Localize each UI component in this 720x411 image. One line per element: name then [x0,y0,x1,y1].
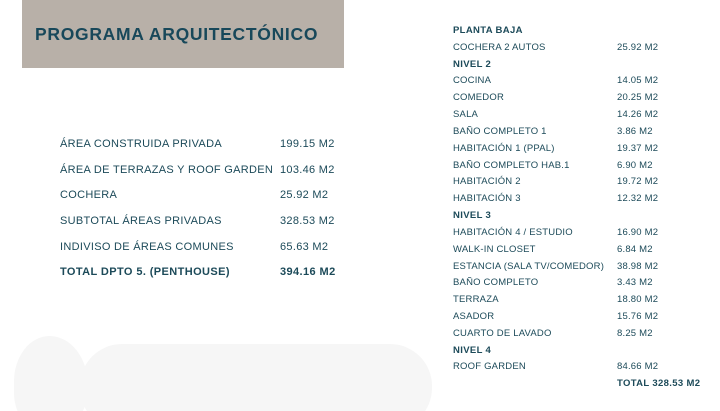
summary-row [60,157,400,183]
summary-row-label: TOTAL DPTO 5. (PENTHOUSE) [60,266,230,279]
detail-row-value: 14.26 M2 [617,109,659,121]
detail-row-label: ESTANCIA (SALA TV/COMEDOR) [453,260,605,272]
summary-table [60,131,400,285]
detail-row-item [453,39,715,56]
detail-row-value: 84.66 M2 [617,361,659,373]
watermark-blob-wide [80,344,432,411]
page-title: PROGRAMA ARQUITECTÓNICO [35,23,319,44]
summary-row [60,259,400,285]
summary-row-label: INDIVISO DE ÁREAS COMUNES [60,240,234,253]
detail-row-item [453,241,715,258]
summary-row-value: 25.92 M2 [280,189,329,202]
summary-row-value: 394.16 M2 [280,266,336,279]
detail-row-header [453,56,715,73]
detail-row-label: BAÑO COMPLETO HAB.1 [453,159,570,171]
detail-row-label: COCINA [453,75,492,87]
detail-row-label: HABITACIÓN 1 (PPAL) [453,142,555,154]
detail-row-label: ASADOR [453,310,495,322]
summary-row [60,182,400,208]
detail-row-item [453,359,715,376]
detail-section-header: NIVEL 2 [453,58,492,70]
detail-row-value: 25.92 M2 [617,41,659,53]
summary-row-label: ÁREA DE TERRAZAS Y ROOF GARDEN [60,163,274,176]
detail-row-value: 6.90 M2 [617,159,653,171]
summary-row-value: 103.46 M2 [280,163,335,176]
detail-row-item [453,173,715,190]
detail-row-value: 14.05 M2 [617,75,659,87]
detail-row-total [453,375,715,392]
detail-row-value: 12.32 M2 [617,193,659,205]
detail-row-item [453,140,715,157]
detail-section-header: NIVEL 3 [453,210,492,222]
detail-row-value: 8.25 M2 [617,327,653,339]
detail-row-label: TERRAZA [453,294,499,306]
detail-row-item [453,224,715,241]
detail-section-header: PLANTA BAJA [453,24,523,36]
detail-row-value: 38.98 M2 [617,260,659,272]
detail-row-value: 20.25 M2 [617,92,659,104]
detail-row-value: 6.84 M2 [617,243,653,255]
detail-row-label: COCHERA 2 AUTOS [453,41,546,53]
detail-row-value: 19.37 M2 [617,142,659,154]
summary-row-value: 328.53 M2 [280,214,335,227]
summary-row [60,208,400,234]
detail-row-label: BAÑO COMPLETO 1 [453,125,547,137]
detail-row-item [453,274,715,291]
detail-row-label: ROOF GARDEN [453,361,526,373]
detail-row-label: COMEDOR [453,92,505,104]
detail-row-label: WALK-IN CLOSET [453,243,536,255]
detail-row-value: 3.43 M2 [617,277,653,289]
detail-row-value: 19.72 M2 [617,176,659,188]
detail-row-item [453,291,715,308]
summary-row-label: SUBTOTAL ÁREAS PRIVADAS [60,214,222,227]
detail-row-label: HABITACIÓN 2 [453,176,521,188]
detail-row-item [453,123,715,140]
detail-row-value: 16.90 M2 [617,226,659,238]
detail-row-item [453,106,715,123]
detail-row-label: HABITACIÓN 3 [453,193,521,205]
summary-row [60,131,400,157]
detail-row-item [453,157,715,174]
summary-row-value: 65.63 M2 [280,240,329,253]
watermark-blob-left [14,336,88,411]
detail-row-header [453,342,715,359]
detail-row-value: 15.76 M2 [617,310,659,322]
detail-table [453,22,715,392]
detail-row-value: 3.86 M2 [617,125,653,137]
summary-row-label: ÁREA CONSTRUIDA PRIVADA [60,137,222,150]
detail-row-value: 18.80 M2 [617,294,659,306]
detail-row-header [453,22,715,39]
detail-row-item [453,258,715,275]
detail-row-item [453,325,715,342]
detail-section-header: NIVEL 4 [453,344,492,356]
detail-row-item [453,190,715,207]
title-banner [22,0,344,68]
detail-row-header [453,207,715,224]
detail-row-label: HABITACIÓN 4 / ESTUDIO [453,226,573,238]
detail-row-label: BAÑO COMPLETO [453,277,539,289]
detail-row-label: CUARTO DE LAVADO [453,327,552,339]
summary-row [60,234,400,260]
detail-total-value: TOTAL 328.53 M2 [617,378,701,390]
detail-row-item [453,308,715,325]
detail-row-item [453,72,715,89]
summary-row-value: 199.15 M2 [280,137,335,150]
summary-row-label: COCHERA [60,189,118,202]
detail-row-item [453,89,715,106]
detail-row-label: SALA [453,109,479,121]
